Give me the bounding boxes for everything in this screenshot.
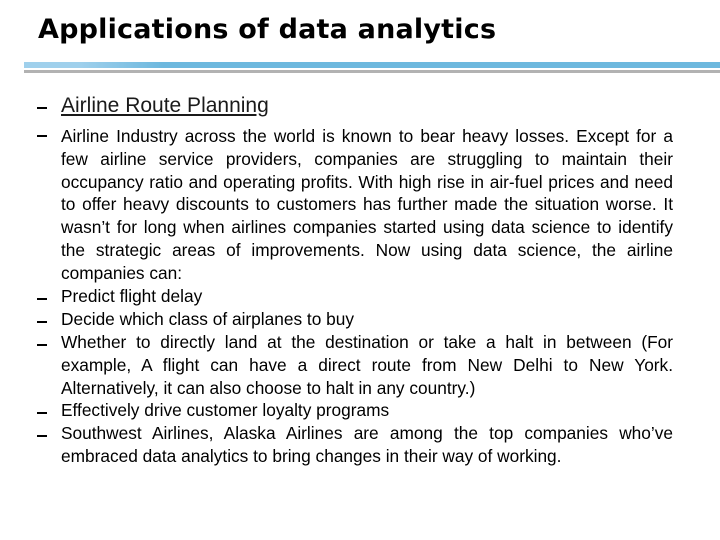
dash-bullet-icon (37, 135, 47, 137)
dash-bullet-icon (37, 321, 47, 323)
bullet-text: Whether to directly land at the destination or take a halt in between (For example, A flight can have a direct route from New Delhi to New York. Alternatively, it can also choose to halt in any country.) (61, 332, 673, 398)
slide-title: Applications of data analytics (38, 14, 497, 45)
bullet-text: Decide which class of airplanes to buy (61, 309, 354, 329)
title-divider-gray (24, 70, 720, 73)
bullet-text: Airline Industry across the world is known to bear heavy losses. Except for a few airline service providers, companies are struggling to maintain their occupancy ratio and operating profits. With high rise in air-fuel prices and need to offer heavy discounts to customers has further made the situation worse. It wasn’t for long when airlines companies started using data science to identify the strategic areas of improvements. Now using data science, the airline companies can: (61, 126, 673, 283)
title-divider-blue (24, 62, 720, 68)
bullet-text: Southwest Airlines, Alaska Airlines are among the top companies who’ve embraced data analytics to bring changes in their way of working. (61, 423, 673, 466)
bullet-text: Predict flight delay (61, 286, 203, 306)
dash-bullet-icon (37, 412, 47, 414)
section-heading: Airline Route Planning (61, 94, 269, 117)
dash-bullet-icon (37, 435, 47, 437)
dash-bullet-icon (37, 344, 47, 346)
dash-bullet-icon (37, 107, 47, 109)
bullet-text: Effectively drive customer loyalty programs (61, 400, 390, 420)
dash-bullet-icon (37, 298, 47, 300)
